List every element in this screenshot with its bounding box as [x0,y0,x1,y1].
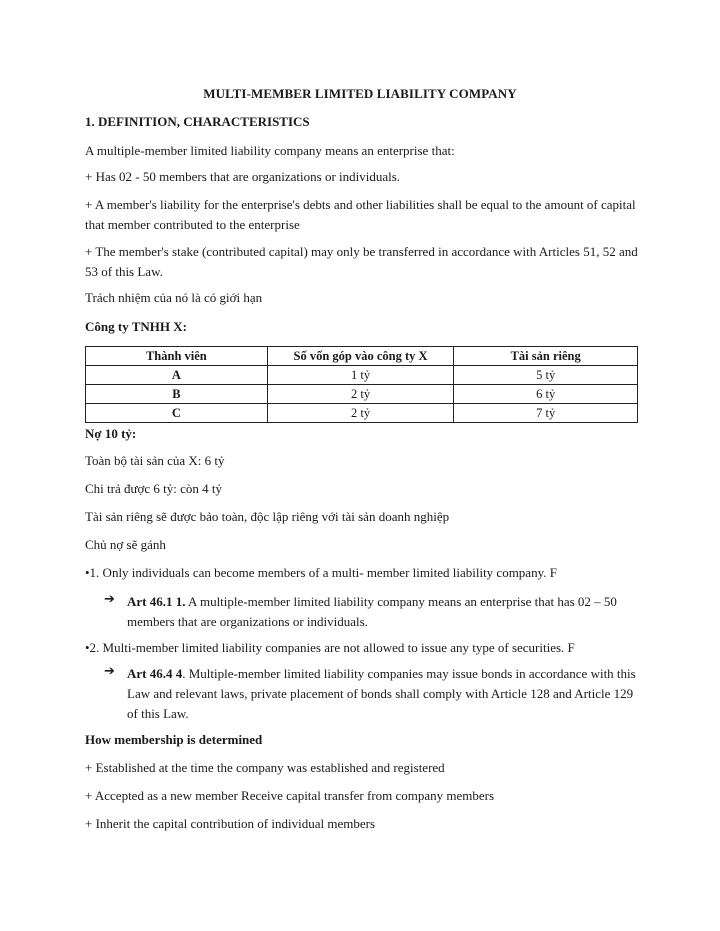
table-row [86,366,638,385]
arrow-right-icon: ➔ [104,592,115,607]
table-cell-capital: 2 tỷ [267,404,454,423]
table-cell-capital: 1 tỷ [267,366,454,385]
table-header-row [86,347,638,366]
table-cell-assets: 6 tỷ [454,385,638,404]
table-row [86,385,638,404]
membership-item: + Established at the time the company was established and registered [85,760,445,775]
membership-heading: How membership is determined [85,732,263,747]
table-header-member: Thành viên [86,347,268,366]
liability-note: Trách nhiệm của nó là có giới hạn [85,290,263,305]
question-1-reference [127,592,642,632]
reference-article: Art 46.1 1. [127,594,186,609]
question-1: •1. Only individuals can become members of a multi- member limited liability company. F [85,565,557,580]
debt-line: Chi trả được 6 tỷ: còn 4 tỷ [85,481,223,496]
reference-text: A multiple-member limited liability company means an enterprise that has 02 – 50 members that are organizations or individuals. [127,594,617,629]
document-title: MULTI-MEMBER LIMITED LIABILITY COMPANY [203,86,517,101]
table-header-capital: Số vốn góp vào công ty X [267,347,454,366]
section-heading-definition: 1. DEFINITION, CHARACTERISTICS [85,114,310,129]
membership-item: + Inherit the capital contribution of individual members [85,816,376,831]
arrow-right-icon: ➔ [104,664,115,679]
table-cell-member: A [86,366,268,385]
table-cell-assets: 5 tỷ [454,366,638,385]
characteristic-transfer: + The member's stake (contributed capital) may only be transferred in accordance with Articles 51, 52 and 53 of this Law. [85,244,638,279]
debt-line: Tài sản riêng sẽ được bảo toàn, độc lập riêng với tài sản doanh nghiệp [85,509,450,524]
membership-item: + Accepted as a new member Receive capital transfer from company members [85,788,495,803]
question-2: •2. Multi-member limited liability companies are not allowed to issue any type of securities. F [85,640,575,655]
definition-text: A multiple-member limited liability company means an enterprise that: [85,143,455,158]
reference-text: . Multiple-member limited liability companies may issue bonds in accordance with this Law and relevant laws, private placement of bonds shall comply with Article 128 and Article 129 of this Law. [127,666,636,721]
company-heading: Công ty TNHH X: [85,319,187,334]
table-row [86,404,638,423]
capital-table [85,346,638,423]
table-header-assets: Tài sản riêng [454,347,638,366]
question-2-reference [127,664,642,724]
characteristic-liability: + A member's liability for the enterprise's debts and other liabilities shall be equal to the amount of capital that member contributed to the enterprise [85,197,636,232]
table-cell-assets: 7 tỷ [454,404,638,423]
debt-line: Chủ nợ sẽ gánh [85,537,166,552]
table-cell-member: B [86,385,268,404]
characteristic-members: + Has 02 - 50 members that are organizations or individuals. [85,169,401,184]
table-cell-member: C [86,404,268,423]
table-cell-capital: 2 tỷ [267,385,454,404]
reference-article: Art 46.4 4 [127,666,183,681]
debt-line: Toàn bộ tài sản của X: 6 tỷ [85,453,225,468]
debt-heading: Nợ 10 tỷ: [85,426,137,441]
